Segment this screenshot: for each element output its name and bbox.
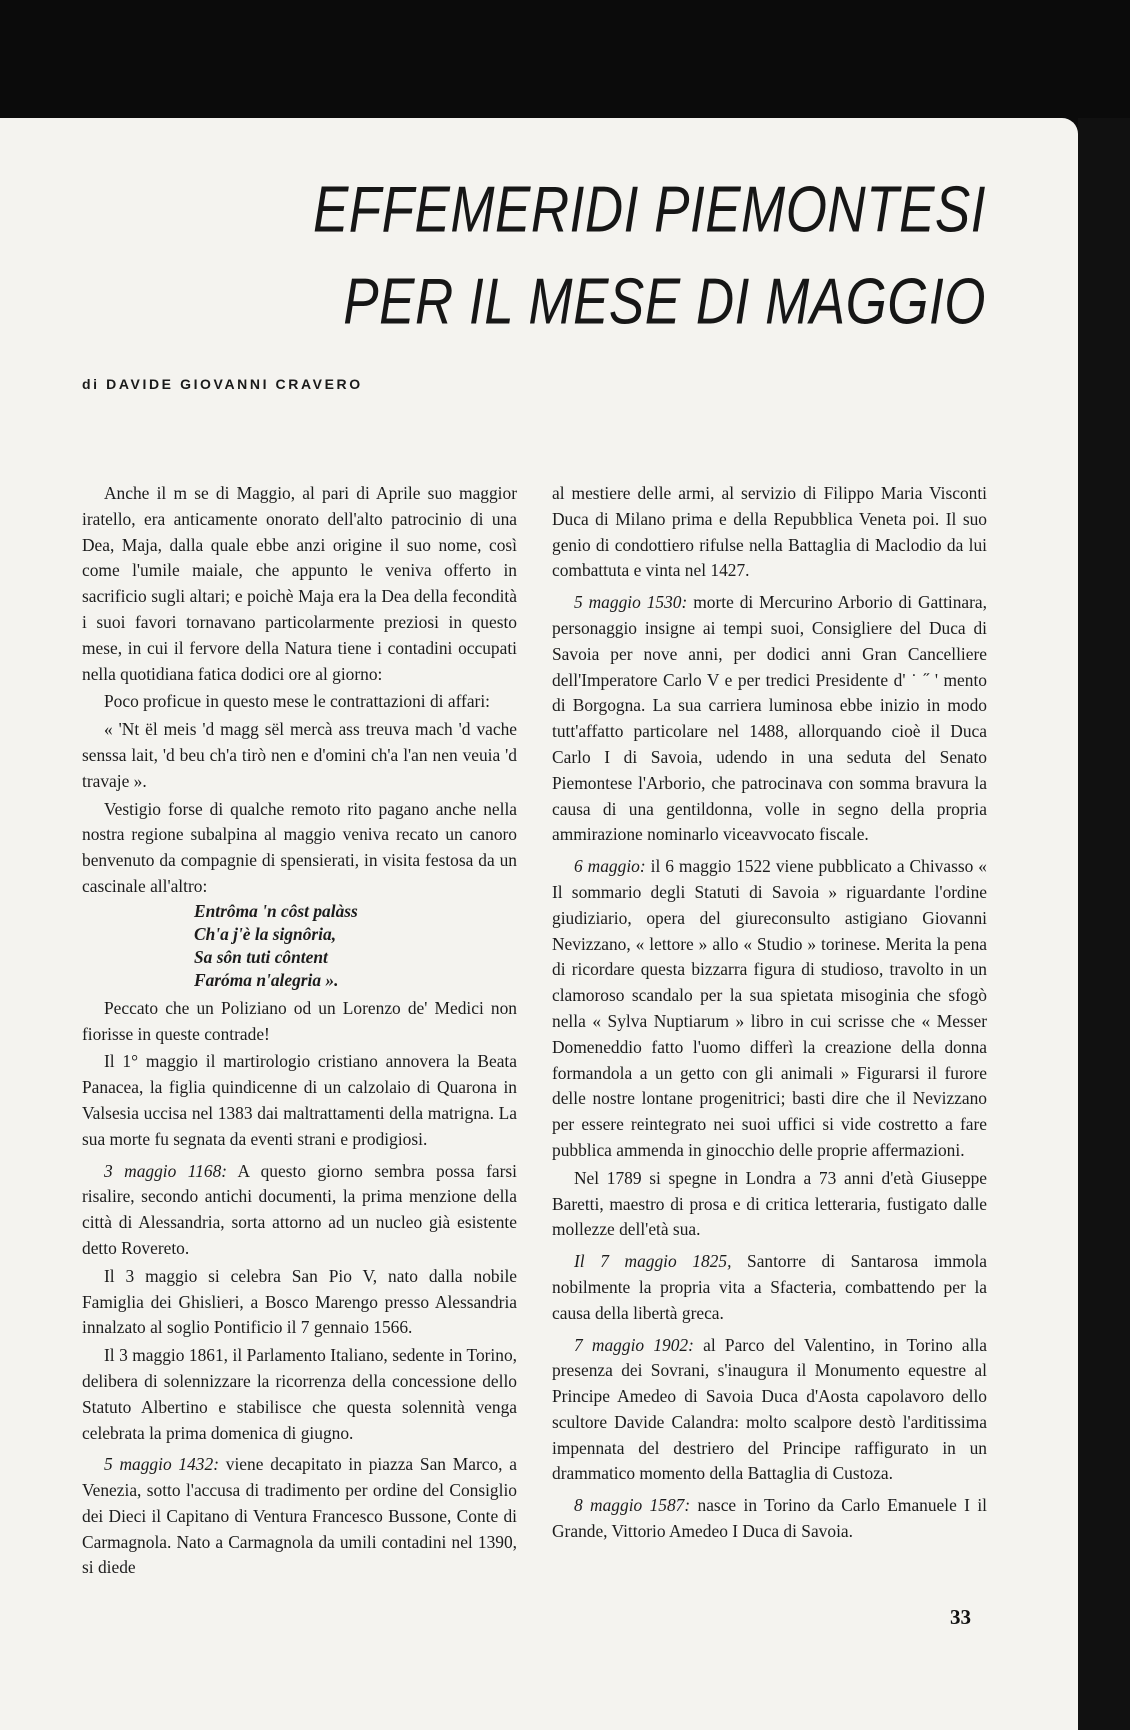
dialect-quote: « 'Nt ël meis 'd magg sël mercà ass treuva mach 'd vache senssa lait, 'd beu ch'a tirò nen e d'omini ch'a l'an nen veuia 'd travaje ». [82, 719, 517, 791]
entry-text: viene decapitato in piazza San Marco, a Venezia, sotto l'accusa di tradimento per ordine del Consiglio dei Dieci il Capitano di Ventura Francesco Bussone, Conte di Carmagnola. Nato a Carmagnola da umili contadini nel 1390, si diede [82, 1454, 517, 1578]
paragraph: Il 3 maggio 1861, il Parlamento Italiano, sedente in Torino, delibera di solennizzare la ricorrenza della concessione dello Statuto Albertino e stabilisce che questa solennità venga celebrata la prima domenica di giugno. [82, 1345, 517, 1443]
entry-date: 8 maggio 1587: [574, 1495, 691, 1516]
left-column [82, 481, 517, 1581]
paragraph: Poco proficue in questo mese le contrattazioni di affari: [104, 691, 491, 712]
entry-6-maggio [552, 854, 987, 1164]
entry-text: nasce in Torino da Carlo Emanuele I il Grande, Vittorio Amedeo I Duca di Savoia. [552, 1495, 987, 1542]
article-title-line-2: PER IL MESE DI MAGGIO [343, 266, 986, 339]
entry-date: 5 maggio 1530: [574, 592, 688, 613]
paragraph: Nel 1789 si spegne in Londra a 73 anni d'età Giuseppe Baretti, maestro di prosa e di critica letteraria, fustigato dalle mollezze dell'età sua. [552, 1167, 987, 1240]
entry-date: 6 maggio: [574, 856, 646, 877]
entry-7-maggio-1825 [552, 1249, 987, 1326]
article-title-line-1: EFFEMERIDI PIEMONTESI [312, 174, 986, 247]
entry-7-maggio-1902 [552, 1333, 987, 1488]
entry-8-maggio-1587 [552, 1493, 987, 1545]
paragraph: Vestigio forse di qualche remoto rito pagano anche nella nostra regione subalpina al maggio veniva recato un canoro benvenuto da compagnie di spensierati, in visita festosa da un cascinale all'altro: [82, 798, 517, 896]
top-black-band [0, 0, 1130, 124]
verse-line: Ch'a j'è la signôria, [194, 923, 337, 944]
entry-date: 3 maggio 1168: [104, 1160, 228, 1181]
entry-text: Santorre di Santarosa immola nobilmente la propria vita a Sfacteria, combattendo per la causa della libertà greca. [552, 1251, 987, 1323]
entry-3-maggio-1168 [82, 1159, 517, 1262]
verse-line: Sa sôn tuti côntent [194, 946, 328, 967]
entry-text: al Parco del Valentino, in Torino alla presenza dei Sovrani, s'inaugura il Monumento equestre al Principe Amedeo di Savoia Duca d'Aosta capolavoro dello scultore Davide Calandra: molto scalpore destò l'arditissima impennata del destriero del Principe raffigurato in un drammatico momento della Battaglia di Custoza. [552, 1334, 987, 1484]
entry-date: 7 maggio 1902: [574, 1334, 694, 1355]
right-black-strip [1078, 118, 1130, 1730]
paragraph: Peccato che un Poliziano od un Lorenzo de' Medici non fiorisse in queste contrade! [82, 997, 517, 1044]
verse-line: Entrôma 'n côst palàss [194, 900, 358, 921]
verse-line: Faróma n'alegria ». [194, 969, 339, 990]
paragraph: Il 1° maggio il martirologio cristiano annovera la Beata Panacea, la figlia quindicenne di un calzolaio di Quarona in Valsesia uccisa nel 1383 dai maltrattamenti della matrigna. La sua morte fu segnata da eventi strani e prodigiosi. [82, 1051, 517, 1149]
entry-text: il 6 maggio 1522 viene pubblicato a Chivasso « Il sommario degli Statuti di Savoia » riguardante l'ordine giudiziario, opera del giureconsulto astigiano Giovanni Nevizzano, « lettore » allo « Studio » torinese. Merita la pena di ricordare questa bizzarra figura di studioso, travolto in un clamoroso scandalo per la sua spietata misoginia che sfogò nella « Sylva Nuptiarum » libro in cui scrisse che « Messer Domeneddio fatto l'uomo differì la creazione della donna formandola a un getto con gli animali » Figurarsi il furore delle nostre lontane progenitrici; basti dire che il Nevizzano per essere reintegrato nei suoi uffici si vide costretto a fare pubblica ammenda in ginocchio delle proprie affermazioni. [552, 856, 987, 1160]
entry-5-maggio-1530 [552, 590, 987, 848]
verse-block [194, 900, 517, 992]
right-column [552, 481, 987, 1545]
entry-text: A questo giorno sembra possa farsi risalire, secondo antichi documenti, la prima menzione della città di Alessandria, sorta attorno ad un nucleo già esistente detto Rovereto. [82, 1160, 517, 1258]
author-byline: di DAVIDE GIOVANNI CRAVERO [82, 376, 363, 392]
paragraph: Anche il m se di Maggio, al pari di Aprile suo maggior iratello, era anticamente onorato dell'alto patrocinio di una Dea, Maja, dalla quale ebbe anzi origine il suo nome, così come l'umile maiale, che appunto le veniva offerto in sacrificio sugli altari; e poichè Maja era la Dea della fecondità i suoi favori tornavano particolarmente preziosi in questo mese, in cui il fervore della Natura tiene i contadini occupati nella quotidiana fatica dodici ore al giorno: [82, 483, 517, 684]
paragraph: al mestiere delle armi, al servizio di Filippo Maria Visconti Duca di Milano prima e della Repubblica Veneta poi. Il suo genio di condottiero rifulse nella Battaglia di Maclodio da lui combattuta e vinta nel 1427. [552, 483, 987, 581]
entry-date: Il 7 maggio 1825, [574, 1251, 732, 1272]
entry-text: morte di Mercurino Arborio di Gattinara, personaggio insigne ai tempi suoi, Consigliere del Duca di Savoia per nove anni, per dodici anni Gran Cancelliere dell'Imperatore Carlo V e per tredici Presidente d' ˙ ˝ ' mento di Borgogna. La sua carriera luminosa ebbe inizio in modo tutt'affatto particolare nel 1488, allorquando cioè il Duca Carlo I di Savoia, udendo in una seduta del Senato Piemontese l'Arborio, che patrocinava con somma bravura la causa di una gentildonna, volle in segno della propria ammirazione nominarlo viceavvocato fiscale. [552, 592, 988, 845]
entry-date: 5 maggio 1432: [104, 1454, 219, 1475]
page-number: 33 [950, 1605, 971, 1629]
entry-5-maggio-1432 [82, 1452, 517, 1581]
magazine-page [0, 118, 1078, 1730]
paragraph: Il 3 maggio si celebra San Pio V, nato dalla nobile Famiglia dei Ghislieri, a Bosco Marengo presso Alessandria innalzato al soglio Pontificio il 7 gennaio 1566. [82, 1265, 517, 1338]
